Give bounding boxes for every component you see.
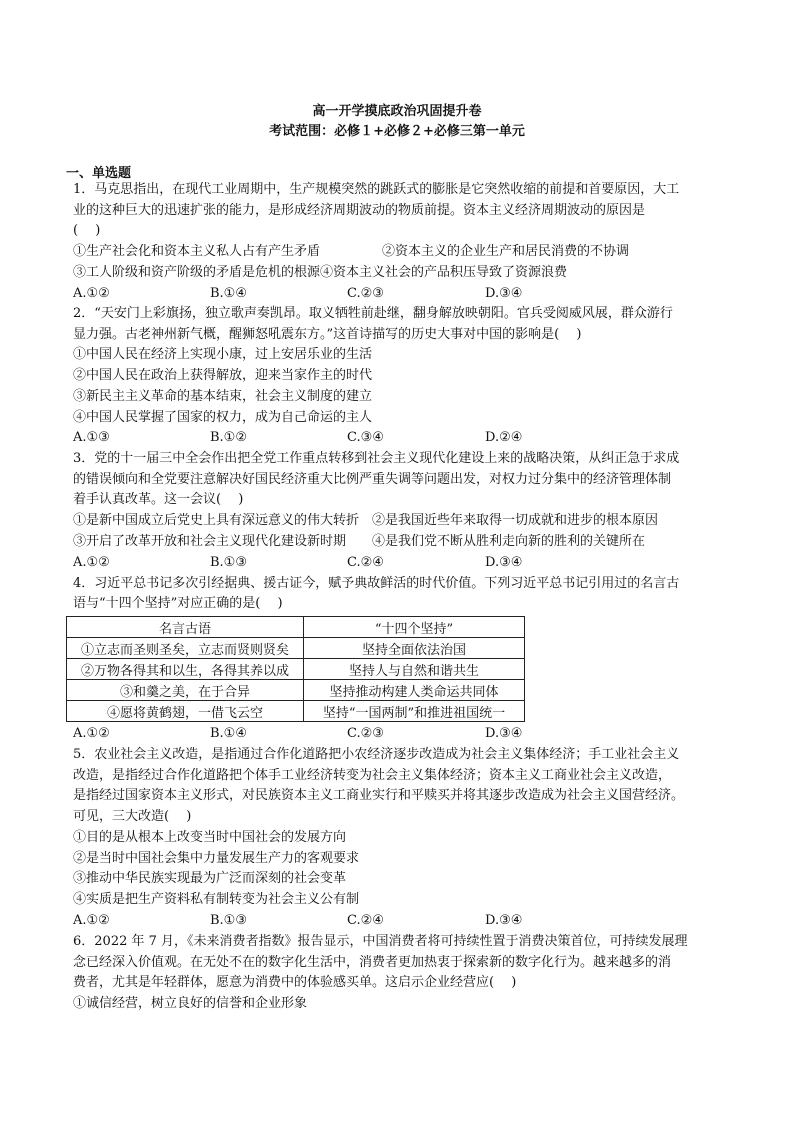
q4-table-header-cell: “十四个坚持” [304, 617, 525, 638]
q4-principle-cell: 坚持全面依法治国 [304, 638, 525, 659]
q4-stem-line: 语与“十四个坚持”对应正确的是( ) [73, 596, 283, 611]
q4-table-header [67, 617, 525, 638]
q2-item: ①中国人民在经济上实现小康，过上安居乐业的生活 [73, 347, 373, 362]
q4-table [66, 616, 525, 722]
q2-option-c[interactable]: C.③④ [347, 430, 384, 445]
q5-stem-line: 5．农业社会主义改造，是指通过合作化道路把小农经济逐步改造成为社会主义集体经济；手工业社会主义 [73, 747, 680, 762]
q4-option-a[interactable]: A.①② [73, 726, 110, 741]
q3-stem-line: 3．党的十一届三中全会作出把全党工作重点转移到社会主义现代化建设上来的战略决策，从纠正急于求成 [73, 451, 680, 466]
q5-option-b[interactable]: B.①③ [210, 913, 247, 928]
q1-option-c[interactable]: C.②③ [347, 286, 384, 301]
q1-option-a[interactable]: A.①② [73, 286, 110, 301]
q4-option-d[interactable]: D.③④ [485, 726, 523, 741]
q2-option-a[interactable]: A.①③ [73, 430, 110, 445]
q2-option-d[interactable]: D.②④ [485, 430, 523, 445]
q3-option-b[interactable]: B.①③ [210, 555, 247, 570]
q1-option-d[interactable]: D.③④ [485, 286, 523, 301]
q1-item: ②资本主义的企业生产和居民消费的不协调 [382, 244, 630, 259]
q6-stem-line: 6．2022 年 7 月，《未来消费者指数》报告显示，中国消费者将可持续性置于消费决策首位，可持续发展理 [73, 934, 688, 949]
q5-stem-line: 是指经过国家资本主义形式，对民族资本主义工商业实行和平赎买并将其逐步改造成为社会主义国营经济。 [73, 788, 685, 803]
q4-quote-cell: ②万物各得其和以生，各得其养以成 [67, 659, 304, 680]
q1-stem-line: 业的这种巨大的迅速扩张的能力，是形成经济周期波动的物质前提。资本主义经济周期波动的原因是 [73, 203, 646, 218]
q4-principle-cell: 坚持“一国两制”和推进祖国统一 [304, 701, 525, 722]
q1-option-b[interactable]: B.①④ [210, 286, 247, 301]
q3-option-a[interactable]: A.①② [73, 555, 110, 570]
q3-item: ③开启了改革开放和社会主义现代化建设新时期 ④是我们党不断从胜利走向新的胜利的关键所在 [73, 534, 646, 549]
q4-stem-line: 4．习近平总书记多次引经据典、援古证今，赋予典故鲜活的时代价值。下列习近平总书记引用过的名言古 [73, 576, 680, 591]
exam-title: 高一开学摸底政治巩固提升卷 [312, 104, 482, 119]
table-row [67, 680, 525, 701]
q3-stem-line: 的错误倾向和全党要注意解决好国民经济重大比例严重失调等问题出发，对权力过分集中的经济管理体制 [73, 472, 672, 487]
q5-option-d[interactable]: D.③④ [485, 913, 523, 928]
q4-quote-cell: ①立志而圣则圣矣，立志而贤则贤矣 [67, 638, 304, 659]
q2-item: ③新民主主义革命的基本结束，社会主义制度的建立 [73, 389, 373, 404]
q4-table-header-cell: 名言古语 [67, 617, 304, 638]
q2-stem-line: 显力强。古老神州新气概，醒狮怒吼震东方。”这首诗描写的历史大事对中国的影响是( ) [73, 327, 582, 342]
q1-stem-line: ( ) [73, 223, 101, 238]
section-title: 一、单选题 [66, 166, 132, 181]
q2-option-b[interactable]: B.①② [210, 430, 247, 445]
q3-item: ①是新中国成立后党史上具有深远意义的伟大转折 ②是我国近些年来取得一切成就和进步的根本原因 [73, 513, 659, 528]
q1-stem-line: 1．马克思指出，在现代工业周期中，生产规模突然的跳跃式的膨胀是它突然收缩的前提和首要原因，大工 [73, 182, 680, 197]
q6-stem-line: 费者，尤其是年轻群体，愿意为消费中的体验感买单。这启示企业经营应( ) [73, 975, 517, 990]
exam-scope: 考试范围：必修１+必修２+必修三第一单元 [269, 124, 525, 139]
q5-option-a[interactable]: A.①② [73, 913, 110, 928]
table-row [67, 659, 525, 680]
q2-item: ④中国人民掌握了国家的权力，成为自己命运的主人 [73, 410, 373, 425]
q6-item: ①诚信经营，树立良好的信誉和企业形象 [73, 996, 308, 1011]
q5-item: ①目的是从根本上改变当时中国社会的发展方向 [73, 830, 347, 845]
q4-principle-cell: 坚持推动构建人类命运共同体 [304, 680, 525, 701]
q5-item: ②是当时中国社会集中力量发展生产力的客观要求 [73, 851, 360, 866]
q1-item: ①生产社会化和资本主义私人占有产生矛盾 [73, 244, 321, 259]
q5-stem-line: 可见，三大改造( ) [73, 809, 192, 824]
q1-item: ③工人阶级和资产阶级的矛盾是危机的根源④资本主义社会的产品积压导致了资源浪费 [73, 265, 568, 280]
q3-stem-line: 着手认真改革。这一会议( ) [73, 492, 244, 507]
q2-stem-line: 2．“天安门上彩旗扬，独立歌声奏凯昂。取义牺牲前赴继，翻身解放映朝阳。官兵受阅威风展，群众游行 [73, 306, 673, 321]
q6-stem-line: 念已经深入价值观。在无处不在的数字化生活中，消费者更加热衷于探索新的数字化行为。越来越多的消 [73, 955, 672, 970]
q5-option-c[interactable]: C.②④ [347, 913, 384, 928]
q4-option-c[interactable]: C.②③ [347, 726, 384, 741]
q2-item: ②中国人民在政治上获得解放，迎来当家作主的时代 [73, 368, 373, 383]
q4-quote-cell: ④愿将黄鹤翅，一借飞云空 [67, 701, 304, 722]
q4-principle-cell: 坚持人与自然和谐共生 [304, 659, 525, 680]
q3-option-d[interactable]: D.③④ [485, 555, 523, 570]
table-row [67, 701, 525, 722]
q3-option-c[interactable]: C.②④ [347, 555, 384, 570]
q5-item: ④实质是把生产资料私有制转变为社会主义公有制 [73, 892, 360, 907]
q4-option-b[interactable]: B.①④ [210, 726, 247, 741]
q4-quote-cell: ③和羹之美，在于合异 [67, 680, 304, 701]
q5-stem-line: 改造，是指经过合作化道路把个体手工业经济转变为社会主义集体经济；资本主义工商业社会主义改造， [73, 768, 672, 783]
table-row [67, 638, 525, 659]
q5-item: ③推动中华民族实现最为广泛而深刻的社会变革 [73, 871, 347, 886]
